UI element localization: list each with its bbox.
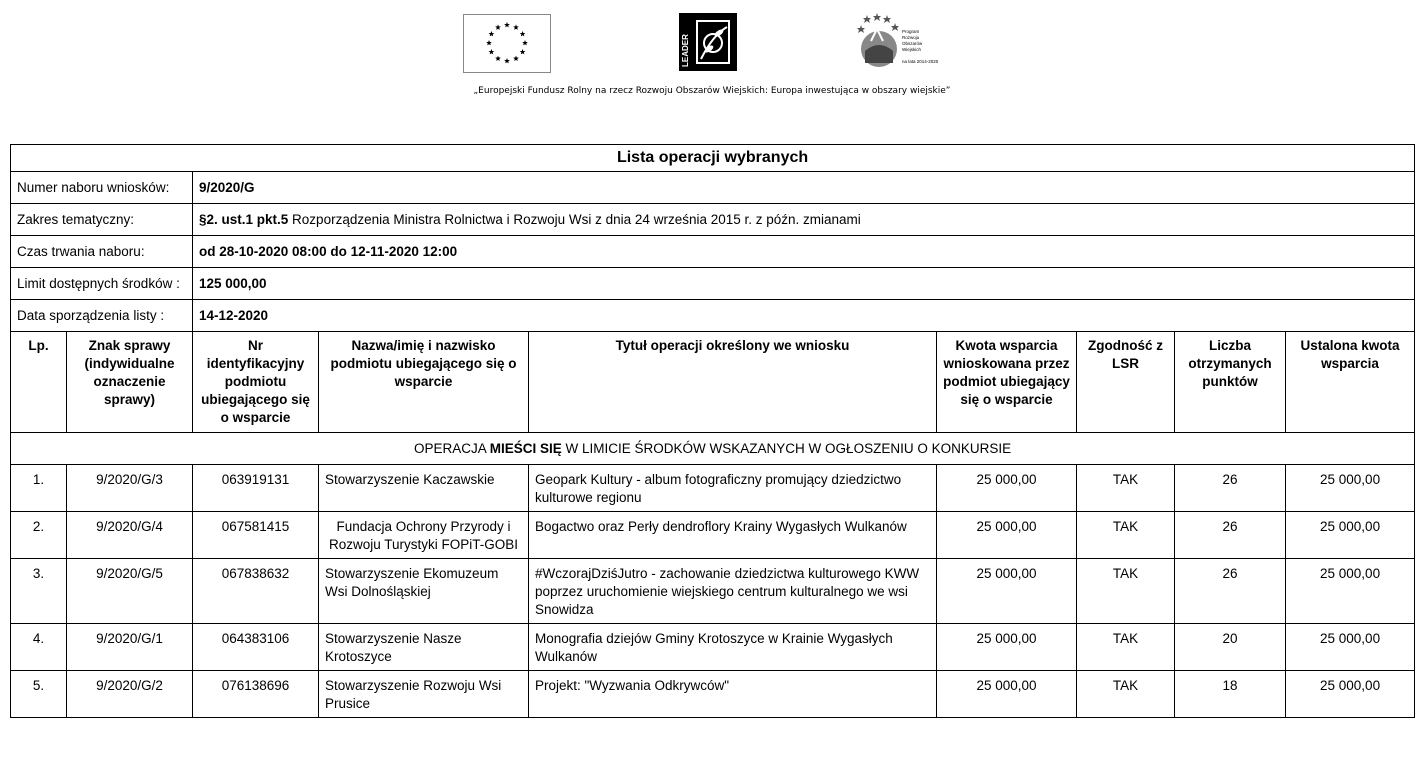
eu-star-icon (489, 49, 495, 54)
table-cell: Stowarzyszenie Rozwoju Wsi Prusice (319, 671, 529, 718)
svg-text:LEADER: LEADER (681, 34, 690, 67)
prow-logo-icon (855, 11, 955, 71)
info-row (11, 300, 1415, 332)
section-label: OPERACJA MIEŚCI SIĘ W LIMICIE ŚRODKÓW WSKAZANYCH W OGŁOSZENIU O KONKURSIE (11, 433, 1415, 465)
eu-star-icon (520, 31, 526, 36)
table-cell: 25 000,00 (1286, 624, 1415, 671)
table-cell: 9/2020/G/3 (67, 465, 193, 512)
table-row (11, 671, 1415, 718)
column-header: Nr identyfikacyjny podmiotu ubiegającego się o wsparcie (193, 332, 319, 433)
table-cell: 25 000,00 (1286, 512, 1415, 559)
eu-star-icon (520, 49, 526, 54)
table-row (11, 624, 1415, 671)
table-cell: 4. (11, 624, 67, 671)
eu-star-icon (513, 56, 519, 61)
table-row (11, 465, 1415, 512)
table-cell: 26 (1175, 465, 1286, 512)
table-cell: Stowarzyszenie Ekomuzeum Wsi Dolnośląskiej (319, 559, 529, 624)
eu-star-icon (486, 40, 492, 45)
eu-star-icon (504, 58, 510, 63)
info-row (11, 204, 1415, 236)
table-cell: 9/2020/G/4 (67, 512, 193, 559)
table-title: Lista operacji wybranych (11, 145, 1415, 172)
column-header: Lp. (11, 332, 67, 433)
table-cell: 25 000,00 (1286, 559, 1415, 624)
table-cell: #WczorajDziśJutro - zachowanie dziedzictwa kulturowego KWW poprzez uruchomienie wiejskiego centrum kulturalnego we wsi Snowidza (529, 559, 937, 624)
table-cell: 9/2020/G/5 (67, 559, 193, 624)
table-cell: Monografia dziejów Gminy Krotoszyce w Krainie Wygasłych Wulkanów (529, 624, 937, 671)
column-header: Kwota wsparcia wnioskowana przez podmiot ubiegający się o wsparcie (937, 332, 1077, 433)
eu-star-icon (489, 31, 495, 36)
eu-star-icon (495, 56, 501, 61)
tagline: „Europejski Fundusz Rolny na rzecz Rozwoju Obszarów Wiejskich: Europa inwestująca w obszary wiejskie” (473, 86, 951, 96)
leader-logo-icon (679, 13, 737, 71)
info-label: Zakres tematyczny: (11, 204, 193, 236)
table-cell: TAK (1077, 624, 1175, 671)
table-cell: Stowarzyszenie Nasze Krotoszyce (319, 624, 529, 671)
eu-star-icon (522, 40, 528, 45)
table-cell: Fundacja Ochrony Przyrody i Rozwoju Turystyki FOPiT-GOBI (319, 512, 529, 559)
operations-table (10, 144, 1415, 718)
info-value: §2. ust.1 pkt.5 Rozporządzenia Ministra Rolnictwa i Rozwoju Wsi z dnia 24 września 2015 r. z późn. zmianami (193, 204, 1415, 236)
table-row (11, 559, 1415, 624)
table-cell: TAK (1077, 671, 1175, 718)
column-header: Tytuł operacji określony we wniosku (529, 332, 937, 433)
info-row (11, 268, 1415, 300)
table-cell: TAK (1077, 512, 1175, 559)
table-cell: 25 000,00 (937, 559, 1077, 624)
table-cell: 25 000,00 (937, 671, 1077, 718)
svg-text:Rozwoju: Rozwoju (902, 35, 920, 40)
eu-star-icon (495, 24, 501, 29)
svg-text:Obszarów: Obszarów (902, 41, 923, 46)
svg-text:Wiejskich: Wiejskich (902, 47, 922, 52)
table-cell: 1. (11, 465, 67, 512)
table-cell: 063919131 (193, 465, 319, 512)
table-row (11, 512, 1415, 559)
table-cell: 9/2020/G/2 (67, 671, 193, 718)
info-value: 125 000,00 (193, 268, 1415, 300)
info-label: Data sporządzenia listy : (11, 300, 193, 332)
table-cell: 20 (1175, 624, 1286, 671)
info-row (11, 172, 1415, 204)
table-cell: 076138696 (193, 671, 319, 718)
table-cell: 25 000,00 (1286, 671, 1415, 718)
column-header: Ustalona kwota wsparcia (1286, 332, 1415, 433)
column-header: Nazwa/imię i nazwisko podmiotu ubiegającego się o wsparcie (319, 332, 529, 433)
table-cell: 067581415 (193, 512, 319, 559)
table-cell: 25 000,00 (937, 465, 1077, 512)
svg-text:Program: Program (902, 29, 920, 34)
table-cell: 9/2020/G/1 (67, 624, 193, 671)
table-cell: TAK (1077, 465, 1175, 512)
column-header: Znak sprawy (indywidualne oznaczenie sprawy) (67, 332, 193, 433)
table-cell: TAK (1077, 559, 1175, 624)
info-row (11, 236, 1415, 268)
table-cell: Geopark Kultury - album fotograficzny promujący dziedzictwo kulturowe regionu (529, 465, 937, 512)
eu-flag-icon (463, 14, 551, 73)
eu-star-icon (504, 22, 510, 27)
column-header: Zgodność z LSR (1077, 332, 1175, 433)
info-value: 9/2020/G (193, 172, 1415, 204)
table-cell: 5. (11, 671, 67, 718)
info-label: Limit dostępnych środków : (11, 268, 193, 300)
logos-header (0, 0, 1424, 100)
info-label: Czas trwania naboru: (11, 236, 193, 268)
table-cell: Bogactwo oraz Perły dendroflory Krainy Wygasłych Wulkanów (529, 512, 937, 559)
table-cell: 26 (1175, 559, 1286, 624)
table-header-row (11, 332, 1415, 433)
svg-text:na lata 2014-2020: na lata 2014-2020 (902, 59, 939, 64)
table-cell: 25 000,00 (937, 624, 1077, 671)
info-label: Numer naboru wniosków: (11, 172, 193, 204)
info-value: od 28-10-2020 08:00 do 12-11-2020 12:00 (193, 236, 1415, 268)
table-cell: 064383106 (193, 624, 319, 671)
table-cell: Stowarzyszenie Kaczawskie (319, 465, 529, 512)
table-cell: 067838632 (193, 559, 319, 624)
table-cell: 2. (11, 512, 67, 559)
table-cell: 25 000,00 (937, 512, 1077, 559)
section-row (11, 433, 1415, 465)
column-header: Liczba otrzymanych punktów (1175, 332, 1286, 433)
eu-star-icon (513, 24, 519, 29)
table-cell: Projekt: "Wyzwania Odkrywców" (529, 671, 937, 718)
table-cell: 25 000,00 (1286, 465, 1415, 512)
table-cell: 3. (11, 559, 67, 624)
info-value: 14-12-2020 (193, 300, 1415, 332)
table-cell: 18 (1175, 671, 1286, 718)
table-cell: 26 (1175, 512, 1286, 559)
